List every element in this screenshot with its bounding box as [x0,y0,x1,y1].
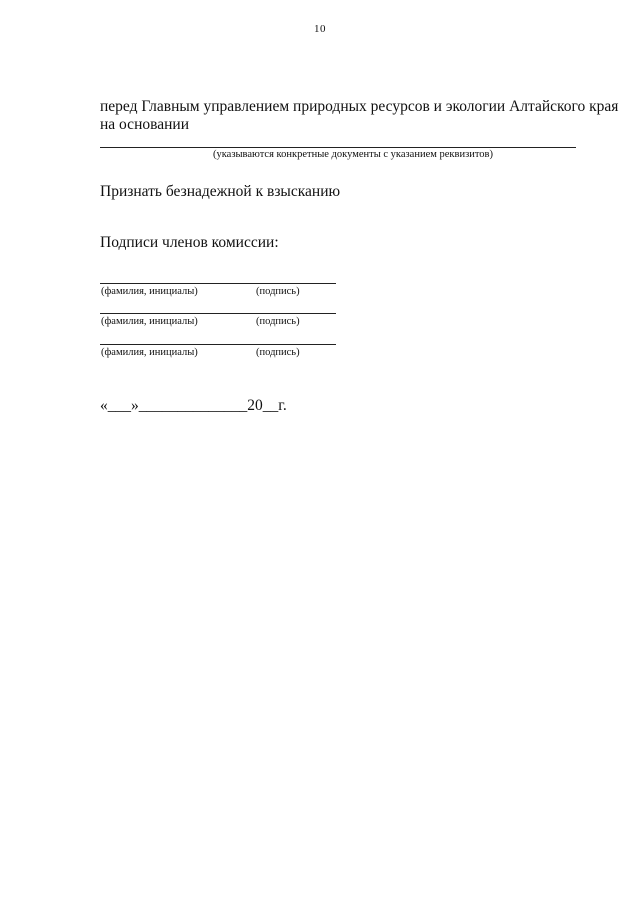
page-number: 10 [314,23,326,35]
signature-caption: (подпись) [256,286,300,297]
signature-fill-line[interactable] [100,283,336,284]
basis-fill-line[interactable] [100,147,576,148]
signatures-title: Подписи членов комиссии: [100,234,279,251]
signature-row [100,344,336,374]
signature-row [100,283,336,313]
name-caption: (фамилия, инициалы) [101,316,198,327]
name-caption: (фамилия, инициалы) [101,347,198,358]
signature-caption: (подпись) [256,316,300,327]
body-text-line-2: на основании [100,116,189,133]
name-caption: (фамилия, инициалы) [101,286,198,297]
signature-fill-line[interactable] [100,344,336,345]
signature-caption: (подпись) [256,347,300,358]
signature-fill-line[interactable] [100,313,336,314]
date-line: «___»______________20__г. [100,397,287,414]
decision-text: Признать безнадежной к взысканию [100,183,341,200]
body-text-line-1: перед Главным управлением природных ресурсов и экологии Алтайского края [100,98,619,115]
basis-caption: (указываются конкретные документы с указанием реквизитов) [212,149,494,160]
signature-row [100,313,336,343]
